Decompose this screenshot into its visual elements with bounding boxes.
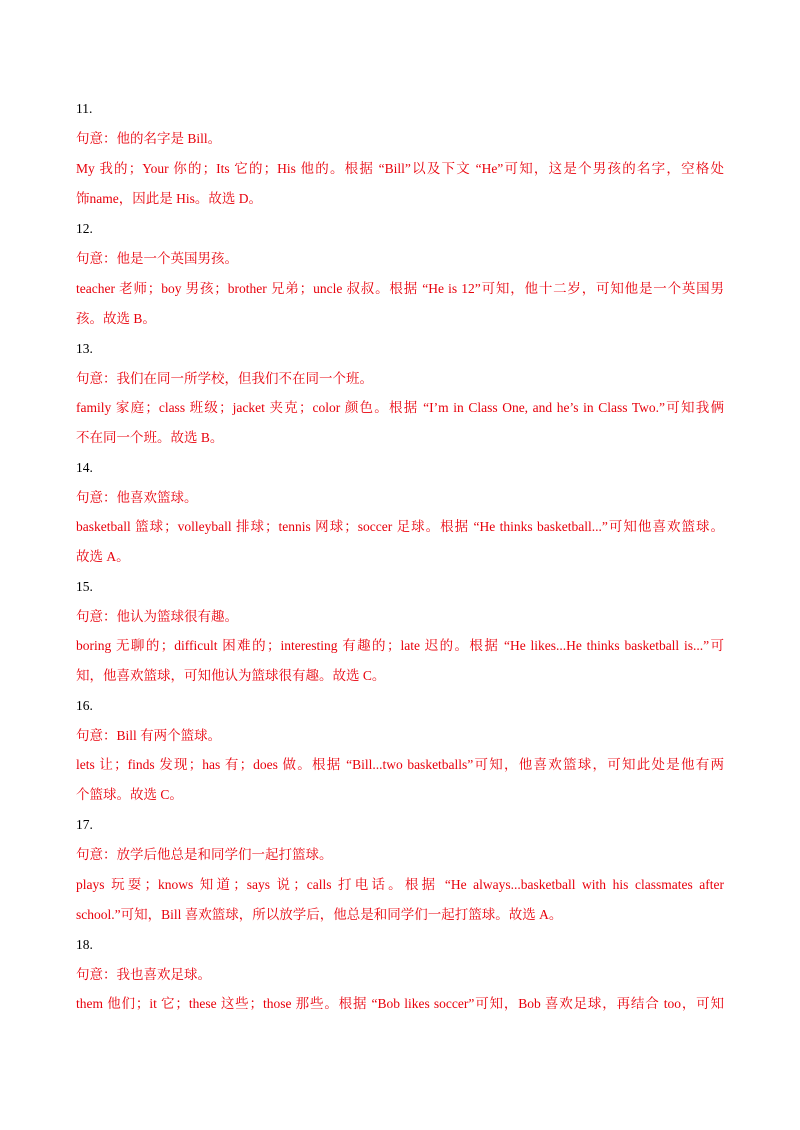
question-number: 15. [76,579,93,594]
question-number: 17. [76,817,93,832]
sentence-meaning: 句意：我也喜欢足球。 [76,967,211,982]
question-number: 16. [76,698,93,713]
answer-analysis-line: family 家庭；class 班级；jacket 夹克；color 颜色。根据 “I’m in Class One, and he’s in Class Two.”可知我俩 [76,400,724,415]
answer-analysis-line: 个篮球。故选 C。 [76,787,183,802]
sentence-meaning: 句意：他的名字是 Bill。 [76,131,222,146]
question-number: 12. [76,221,93,236]
answer-analysis-line: 不在同一个班。故选 B。 [76,430,224,445]
answer-analysis-line: basketball 篮球；volleyball 排球；tennis 网球；soccer 足球。根据 “He thinks basketball...”可知他喜欢篮球。 [76,519,724,534]
answer-analysis-line: 孩。故选 B。 [76,311,156,326]
answer-analysis-line: them 他们；it 它；these 这些；those 那些。根据 “Bob likes soccer”可知，Bob 喜欢足球，再结合 too，可知 [76,996,724,1011]
sentence-meaning: 句意：他是一个英国男孩。 [76,251,238,266]
question-number: 14. [76,460,93,475]
question-number: 11. [76,101,93,116]
answer-analysis-line: 饰name，因此是 His。故选 D。 [76,191,262,206]
answer-analysis-line: teacher 老师；boy 男孩；brother 兄弟；uncle 叔叔。根据 “He is 12”可知，他十二岁，可知他是一个英国男 [76,281,724,296]
sentence-meaning: 句意：他喜欢篮球。 [76,490,198,505]
sentence-meaning: 句意：他认为篮球很有趣。 [76,609,238,624]
sentence-meaning: 句意：我们在同一所学校，但我们不在同一个班。 [76,371,373,386]
answer-analysis-line: My 我的；Your 你的；Its 它的；His 他的。根据 “Bill”以及下文 “He”可知，这是个男孩的名字，空格处 [76,161,724,176]
answer-analysis-line: school.”可知，Bill 喜欢篮球，所以放学后，他总是和同学们一起打篮球。故选 A。 [76,907,563,922]
question-number: 18. [76,937,93,952]
answer-analysis-line: boring 无聊的；difficult 困难的；interesting 有趣的；late 迟的。根据 “He likes...He thinks basketball is...”可 [76,638,724,653]
question-number: 13. [76,341,93,356]
answer-analysis-line: lets 让；finds 发现；has 有；does 做。根据 “Bill...two basketballs”可知，他喜欢篮球，可知此处是他有两 [76,757,724,772]
answer-analysis-line: plays 玩耍；knows 知道；says 说；calls 打电话。根据 “He always...basketball with his classmates after [76,877,724,892]
answer-analysis-line: 故选 A。 [76,549,130,564]
sentence-meaning: 句意：放学后他总是和同学们一起打篮球。 [76,847,333,862]
answer-analysis-line: 知，他喜欢篮球，可知他认为篮球很有趣。故选 C。 [76,668,386,683]
sentence-meaning: 句意：Bill 有两个篮球。 [76,728,222,743]
